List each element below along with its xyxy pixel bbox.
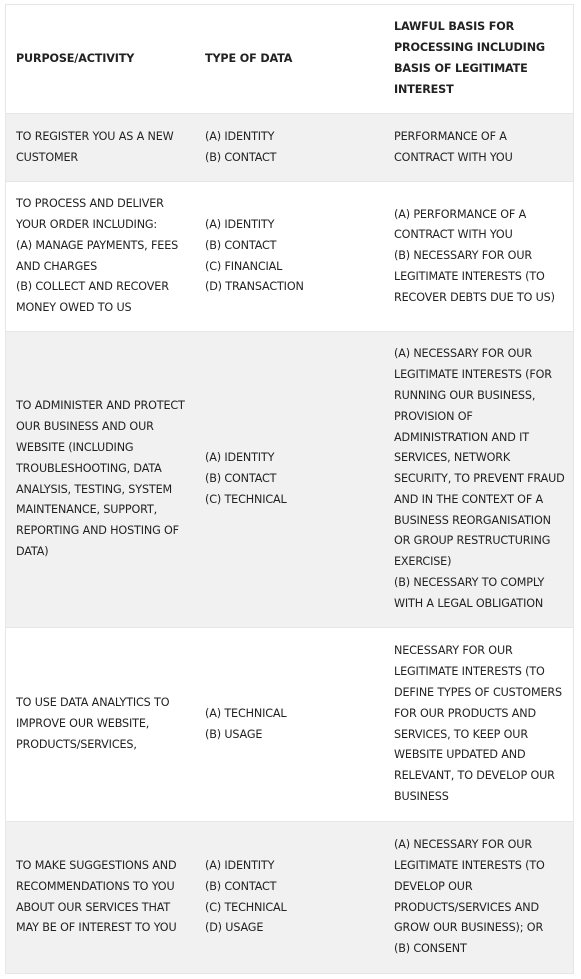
lawful-basis-cell [384,332,573,627]
data-type-line: (D) USAGE [205,921,264,935]
data-type-line: (A) IDENTITY [205,858,275,872]
lawful-basis-line: BUSINESS REORGANISATION [394,513,551,527]
lawful-basis-line: LEGITIMATE INTERESTS (TO [394,858,545,872]
purpose-cell [6,332,195,627]
purpose-line: PRODUCTS/SERVICES, [16,737,137,751]
header-lawful-basis-line: BASIS OF LEGITIMATE [394,62,528,75]
table-row [5,822,574,974]
data-type-cell [195,628,384,821]
lawful-basis-line: RECOVER DEBTS DUE TO US) [394,290,555,304]
purpose-line: MAINTENANCE, SUPPORT, [16,503,158,517]
data-type-line: (C) TECHNICAL [205,900,287,914]
data-type-line: (B) CONTACT [205,150,277,164]
purpose-line: WEBSITE (INCLUDING [16,440,134,454]
purpose-line: TO USE DATA ANALYTICS TO [16,696,170,710]
data-type-line: (B) USAGE [205,727,263,741]
purpose-line: RECOMMENDATIONS TO YOU [16,879,175,893]
lawful-basis-line: (A) PERFORMANCE OF A [394,207,527,221]
data-type-line: (D) TRANSACTION [205,280,304,294]
data-type-cell [195,822,384,973]
purpose-line: (B) COLLECT AND RECOVER [16,280,169,294]
purpose-line: (A) MANAGE PAYMENTS, FEES [16,238,179,252]
lawful-basis-line: DEVELOP OUR [394,879,473,893]
lawful-basis-cell [384,182,573,331]
lawful-basis-line: EXERCISE) [394,555,452,569]
lawful-basis-line: LEGITIMATE INTERESTS (FOR [394,368,552,382]
lawful-basis-line: WITH A LEGAL OBLIGATION [394,596,544,610]
lawful-basis-line: CONTRACT WITH YOU [394,150,513,164]
header-data-type [195,5,384,113]
purpose-cell [6,822,195,973]
lawful-basis-line: AND IN THE CONTEXT OF A [394,492,544,506]
lawful-basis-line: (B) NECESSARY TO COMPLY [394,576,545,590]
data-type-line: (B) CONTACT [205,879,277,893]
purpose-cell [6,182,195,331]
lawful-basis-line: LEGITIMATE INTERESTS (TO [394,269,545,283]
lawful-basis-line: WEBSITE UPDATED AND [394,748,526,762]
header-data-type-text: TYPE OF DATA [205,51,293,65]
purpose-line: TO REGISTER YOU AS A NEW [16,129,174,143]
table-row [5,332,574,628]
lawful-basis-line: ADMINISTRATION AND IT [394,430,529,444]
purpose-line: AND CHARGES [16,259,98,273]
lawful-basis-line: GROW OUR BUSINESS); OR [394,921,544,935]
table-row [5,182,574,332]
table-row [5,114,574,182]
purpose-line: TO MAKE SUGGESTIONS AND [16,858,177,872]
header-lawful-basis [384,5,573,113]
purpose-line: ABOUT OUR SERVICES THAT [16,900,171,914]
lawful-basis-cell [384,822,573,973]
purpose-line: TROUBLESHOOTING, DATA [16,461,162,475]
lawful-basis-line: CONTRACT WITH YOU [394,228,513,242]
lawful-basis-cell [384,114,573,181]
data-type-cell [195,114,384,181]
lawful-basis-line: (B) CONSENT [394,942,467,956]
lawful-basis-line: RUNNING OUR BUSINESS, [394,388,536,402]
purpose-line: IMPROVE OUR WEBSITE, [16,717,150,731]
lawful-basis-cell [384,628,573,821]
header-lawful-basis-line: INTEREST [394,82,454,96]
purpose-line: ANALYSIS, TESTING, SYSTEM [16,482,172,496]
data-type-line: (A) IDENTITY [205,451,275,465]
lawful-basis-line: SERVICES, NETWORK [394,451,511,465]
purpose-cell [6,628,195,821]
data-type-line: (B) CONTACT [205,472,277,486]
lawful-basis-line: BUSINESS [394,789,449,803]
purpose-cell [6,114,195,181]
lawful-basis-line: OR GROUP RESTRUCTURING [394,534,551,548]
lawful-basis-line: RELEVANT, TO DEVELOP OUR [394,769,555,783]
data-type-line: (B) CONTACT [205,238,277,252]
lawful-basis-line: FOR OUR PRODUCTS AND [394,706,536,720]
table-row [5,628,574,822]
data-processing-table [5,4,574,974]
header-lawful-basis-line: LAWFUL BASIS FOR [394,20,515,34]
lawful-basis-line: NECESSARY FOR OUR [394,644,513,658]
lawful-basis-line: LEGITIMATE INTERESTS (TO [394,665,545,679]
purpose-line: MAY BE OF INTEREST TO YOU [16,921,177,935]
lawful-basis-line: SECURITY, TO PREVENT FRAUD [394,472,565,486]
data-type-line: (C) TECHNICAL [205,492,287,506]
header-purpose-text: PURPOSE/ACTIVITY [16,51,135,65]
data-type-line: (C) FINANCIAL [205,259,283,273]
lawful-basis-line: PERFORMANCE OF A [394,129,507,143]
lawful-basis-line: (A) NECESSARY FOR OUR [394,347,532,361]
lawful-basis-line: (B) NECESSARY FOR OUR [394,249,532,263]
header-lawful-basis-line: PROCESSING INCLUDING [394,41,545,55]
data-type-line: (A) IDENTITY [205,129,275,143]
purpose-line: TO PROCESS AND DELIVER [16,197,164,211]
header-purpose [6,5,195,113]
data-type-line: (A) IDENTITY [205,217,275,231]
data-type-cell [195,182,384,331]
table-header-row [5,4,574,114]
lawful-basis-line: DEFINE TYPES OF CUSTOMERS [394,685,562,699]
purpose-line: DATA) [16,544,49,558]
purpose-line: MONEY OWED TO US [16,301,132,315]
purpose-line: YOUR ORDER INCLUDING: [16,217,158,231]
data-type-cell [195,332,384,627]
lawful-basis-line: PRODUCTS/SERVICES AND [394,900,539,914]
purpose-line: CUSTOMER [16,150,79,164]
lawful-basis-line: (A) NECESSARY FOR OUR [394,838,532,852]
purpose-line: REPORTING AND HOSTING OF [16,524,179,538]
lawful-basis-line: PROVISION OF [394,409,473,423]
purpose-line: OUR BUSINESS AND OUR [16,420,154,434]
data-type-line: (A) TECHNICAL [205,706,287,720]
purpose-line: TO ADMINISTER AND PROTECT [16,399,185,413]
lawful-basis-line: SERVICES, TO KEEP OUR [394,727,528,741]
